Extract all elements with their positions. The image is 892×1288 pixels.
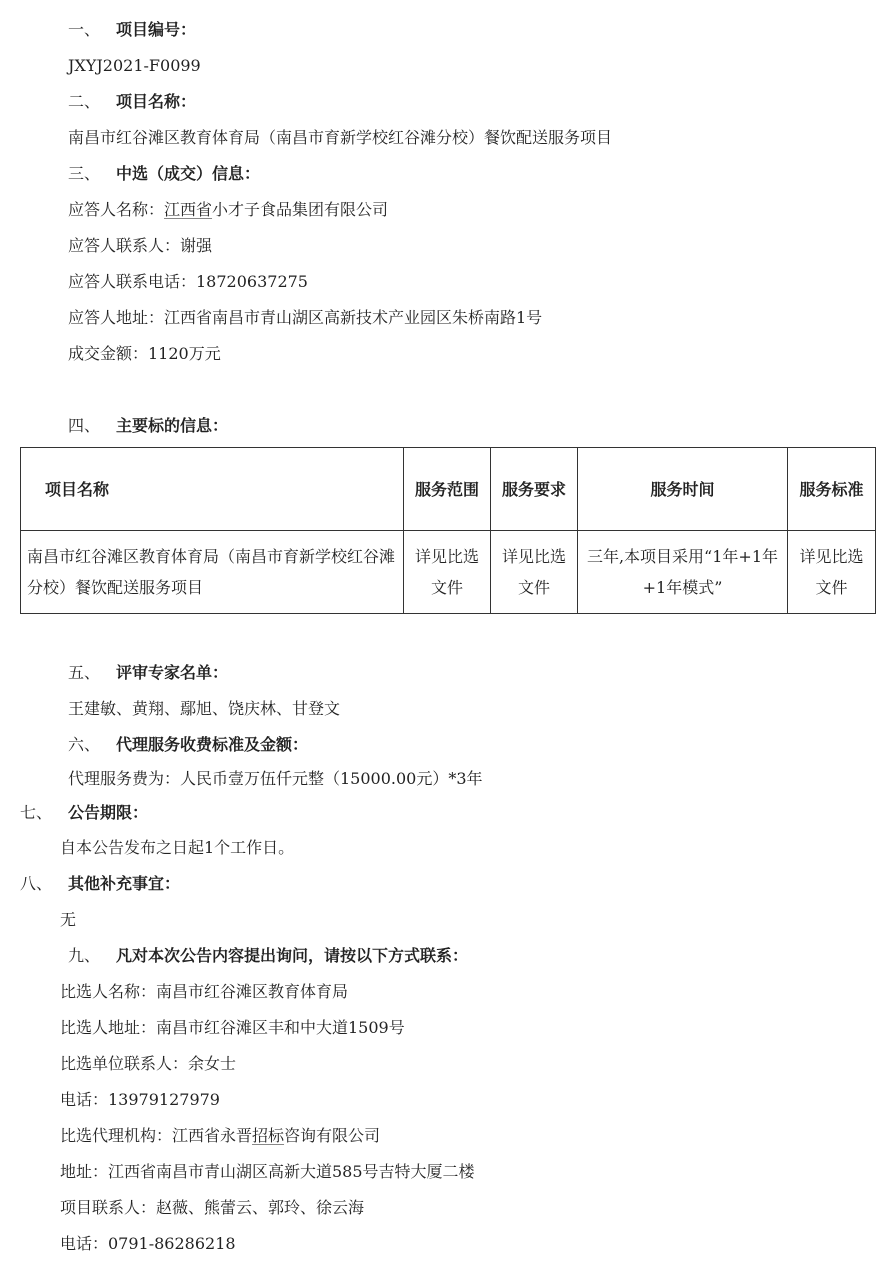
section-title: 项目名称： [116,92,197,111]
project-name: 南昌市红谷滩区教育体育局（南昌市育新学校红谷滩分校）餐饮配送服务项目 [68,128,613,147]
respondent-name-label: 应答人名称： [68,200,165,219]
table-header-row [21,448,876,531]
section-number: 七、 [20,803,53,822]
section-title: 其他补充事宜： [68,874,181,893]
table-cell: 三年,本项目采用“1年+1年+1年模式” [578,531,788,614]
header-cell: 服务标准 [788,448,876,531]
section-title: 评审专家名单： [116,663,229,682]
respondent-name-prefix: 江西省 [164,200,213,219]
section-3-heading [68,163,260,185]
section-title: 中选（成交）信息： [116,164,261,183]
respondent-phone: 应答人联系电话：18720637275 [68,272,308,291]
section-8-heading [20,873,180,895]
agency-name-label: 比选代理机构：江西省永晋 [60,1126,253,1145]
header-cell: 服务要求 [491,448,578,531]
respondent-address: 应答人地址：江西省南昌市青山湖区高新技术产业园区朱桥南路1号 [68,308,543,327]
buyer-address: 比选人地址：南昌市红谷滩区丰和中大道1509号 [60,1018,405,1037]
header-cell: 项目名称 [21,448,404,531]
section-6-heading [68,734,308,756]
section-title: 代理服务收费标准及金额： [116,735,309,754]
section-5-heading [68,662,228,684]
deal-amount: 成交金额：1120万元 [68,344,221,363]
buyer-contact: 比选单位联系人：余女士 [60,1054,237,1073]
section-title: 主要标的信息： [116,416,229,435]
table-row [21,531,876,614]
agency-name-rest: 咨询有限公司 [284,1126,381,1145]
section-4-heading [68,415,228,437]
table-cell: 详见比选文件 [404,531,491,614]
subject-info-table [20,447,876,614]
buyer-phone: 电话：13979127979 [60,1090,220,1109]
table-cell: 南昌市红谷滩区教育体育局（南昌市育新学校红谷滩分校）餐饮配送服务项目 [21,531,404,614]
respondent-name [68,199,388,221]
section-number: 九、 [68,946,101,965]
section-title: 公告期限： [68,803,149,822]
agency-fee: 代理服务费为：人民币壹万伍仟元整（15000.00元）*3年 [68,769,483,788]
notice-period: 自本公告发布之日起1个工作日。 [60,838,295,857]
respondent-name-rest: 小才子食品集团有限公司 [212,200,389,219]
section-number: 六、 [68,735,101,754]
header-cell: 服务时间 [578,448,788,531]
section-7-heading [20,802,148,824]
section-9-heading [68,945,468,967]
section-1-heading [68,19,196,41]
respondent-contact: 应答人联系人：谢强 [68,236,213,255]
header-cell: 服务范围 [404,448,491,531]
section-title: 凡对本次公告内容提出询问，请按以下方式联系： [116,946,469,965]
agency-name-mid: 招标 [252,1126,285,1145]
section-number: 八、 [20,874,53,893]
agency-name [60,1125,380,1147]
section-number: 三、 [68,164,101,183]
agency-phone: 电话：0791-86286218 [60,1234,236,1253]
agency-address: 地址：江西省南昌市青山湖区高新大道585号吉特大厦二楼 [60,1162,475,1181]
section-number: 一、 [68,20,101,39]
other-matters: 无 [60,910,77,929]
section-number: 四、 [68,416,101,435]
table-cell: 详见比选文件 [788,531,876,614]
section-title: 项目编号： [116,20,197,39]
section-number: 二、 [68,92,101,111]
buyer-name: 比选人名称：南昌市红谷滩区教育体育局 [60,982,349,1001]
agency-contacts: 项目联系人：赵薇、熊蕾云、郭玲、徐云海 [60,1198,365,1217]
table-cell: 详见比选文件 [491,531,578,614]
section-2-heading [68,91,196,113]
section-number: 五、 [68,663,101,682]
expert-list: 王建敏、黄翔、鄢旭、饶庆林、甘登文 [68,699,341,718]
project-number: JXYJ2021-F0099 [68,56,201,75]
